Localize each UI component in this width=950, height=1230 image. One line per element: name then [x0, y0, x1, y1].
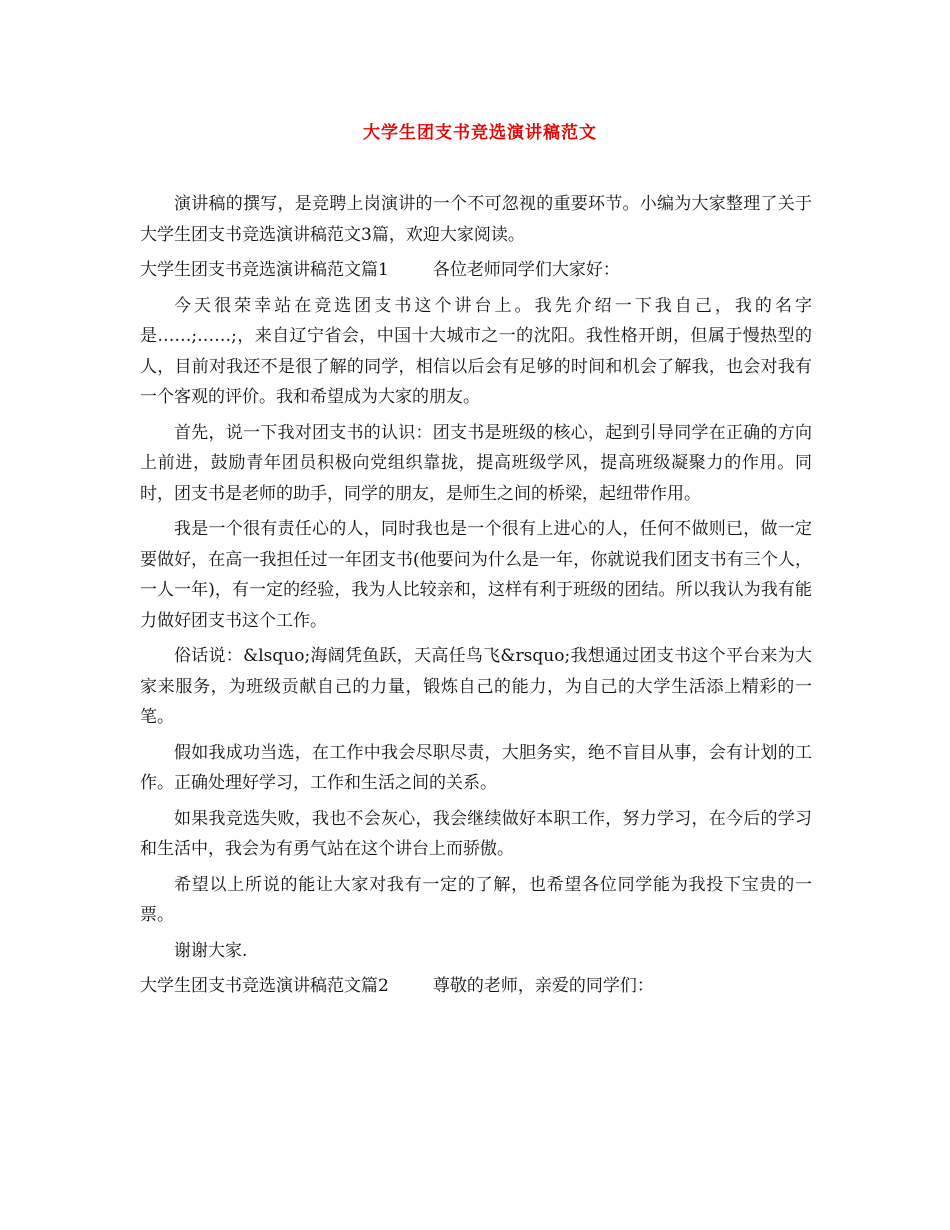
- section-2-heading: 大学生团支书竞选演讲稿范文篇2: [140, 976, 389, 996]
- section-1-line: [140, 255, 812, 286]
- intro-paragraph: 演讲稿的撰写，是竞聘上岗演讲的一个不可忽视的重要环节。小编为大家整理了关于大学生团支书竞选演讲稿范文3篇，欢迎大家阅读。: [140, 194, 812, 245]
- section-2-line: [140, 971, 812, 1002]
- section-1-heading: 大学生团支书竞选演讲稿范文篇1: [140, 260, 389, 280]
- body-paragraph: 假如我成功当选，在工作中我会尽职尽责，大胆务实，绝不盲目从事，会有计划的工作。正确处理好学习，工作和生活之间的关系。: [140, 742, 812, 793]
- body-paragraph: 今天很荣幸站在竞选团支书这个讲台上。我先介绍一下我自己，我的名字是……;……;，来自辽宁省会，中国十大城市之一的沈阳。我性格开朗，但属于慢热型的人，目前对我还不是很了解的同学，相信以后会有足够的时间和机会了解我，也会对我有一个客观的评价。我和希望成为大家的朋友。: [140, 295, 812, 407]
- body-paragraph: 我是一个很有责任心的人，同时我也是一个很有上进心的人，任何不做则已，做一定要做好，在高一我担任过一年团支书(他要问为什么是一年，你就说我们团支书有三个人，一人一年)，有一定的经验，我为人比较亲和，这样有利于班级的团结。所以我认为我有能力做好团支书这个工作。: [140, 519, 812, 631]
- document-title: 大学生团支书竞选演讲稿范文: [363, 123, 597, 143]
- body-paragraph: 如果我竞选失败，我也不会灰心，我会继续做好本职工作，努力学习，在今后的学习和生活中，我会为有勇气站在这个讲台上而骄傲。: [140, 808, 812, 859]
- section-2-greeting: 尊敬的老师，亲爱的同学们：: [432, 976, 654, 996]
- section-1-greeting: 各位老师同学们大家好：: [432, 260, 620, 280]
- body-paragraph: 俗话说：&lsquo;海阔凭鱼跃，天高任鸟飞&rsquo;我想通过团支书这个平台来为大家来服务，为班级贡献自己的力量，锻炼自己的能力，为自己的大学生活添上精彩的一笔。: [140, 646, 812, 727]
- closing-paragraph: 谢谢大家.: [174, 940, 248, 961]
- body-paragraph: 希望以上所说的能让大家对我有一定的了解，也希望各位同学能为我投下宝贵的一票。: [140, 874, 812, 925]
- document-page: [140, 118, 812, 1002]
- body-paragraph: 首先，说一下我对团支书的认识：团支书是班级的核心，起到引导同学在正确的方向上前进，鼓励青年团员积极向党组织靠拢，提高班级学风，提高班级凝聚力的作用。同时，团支书是老师的助手，同学的朋友，是师生之间的桥梁，起纽带作用。: [140, 422, 812, 504]
